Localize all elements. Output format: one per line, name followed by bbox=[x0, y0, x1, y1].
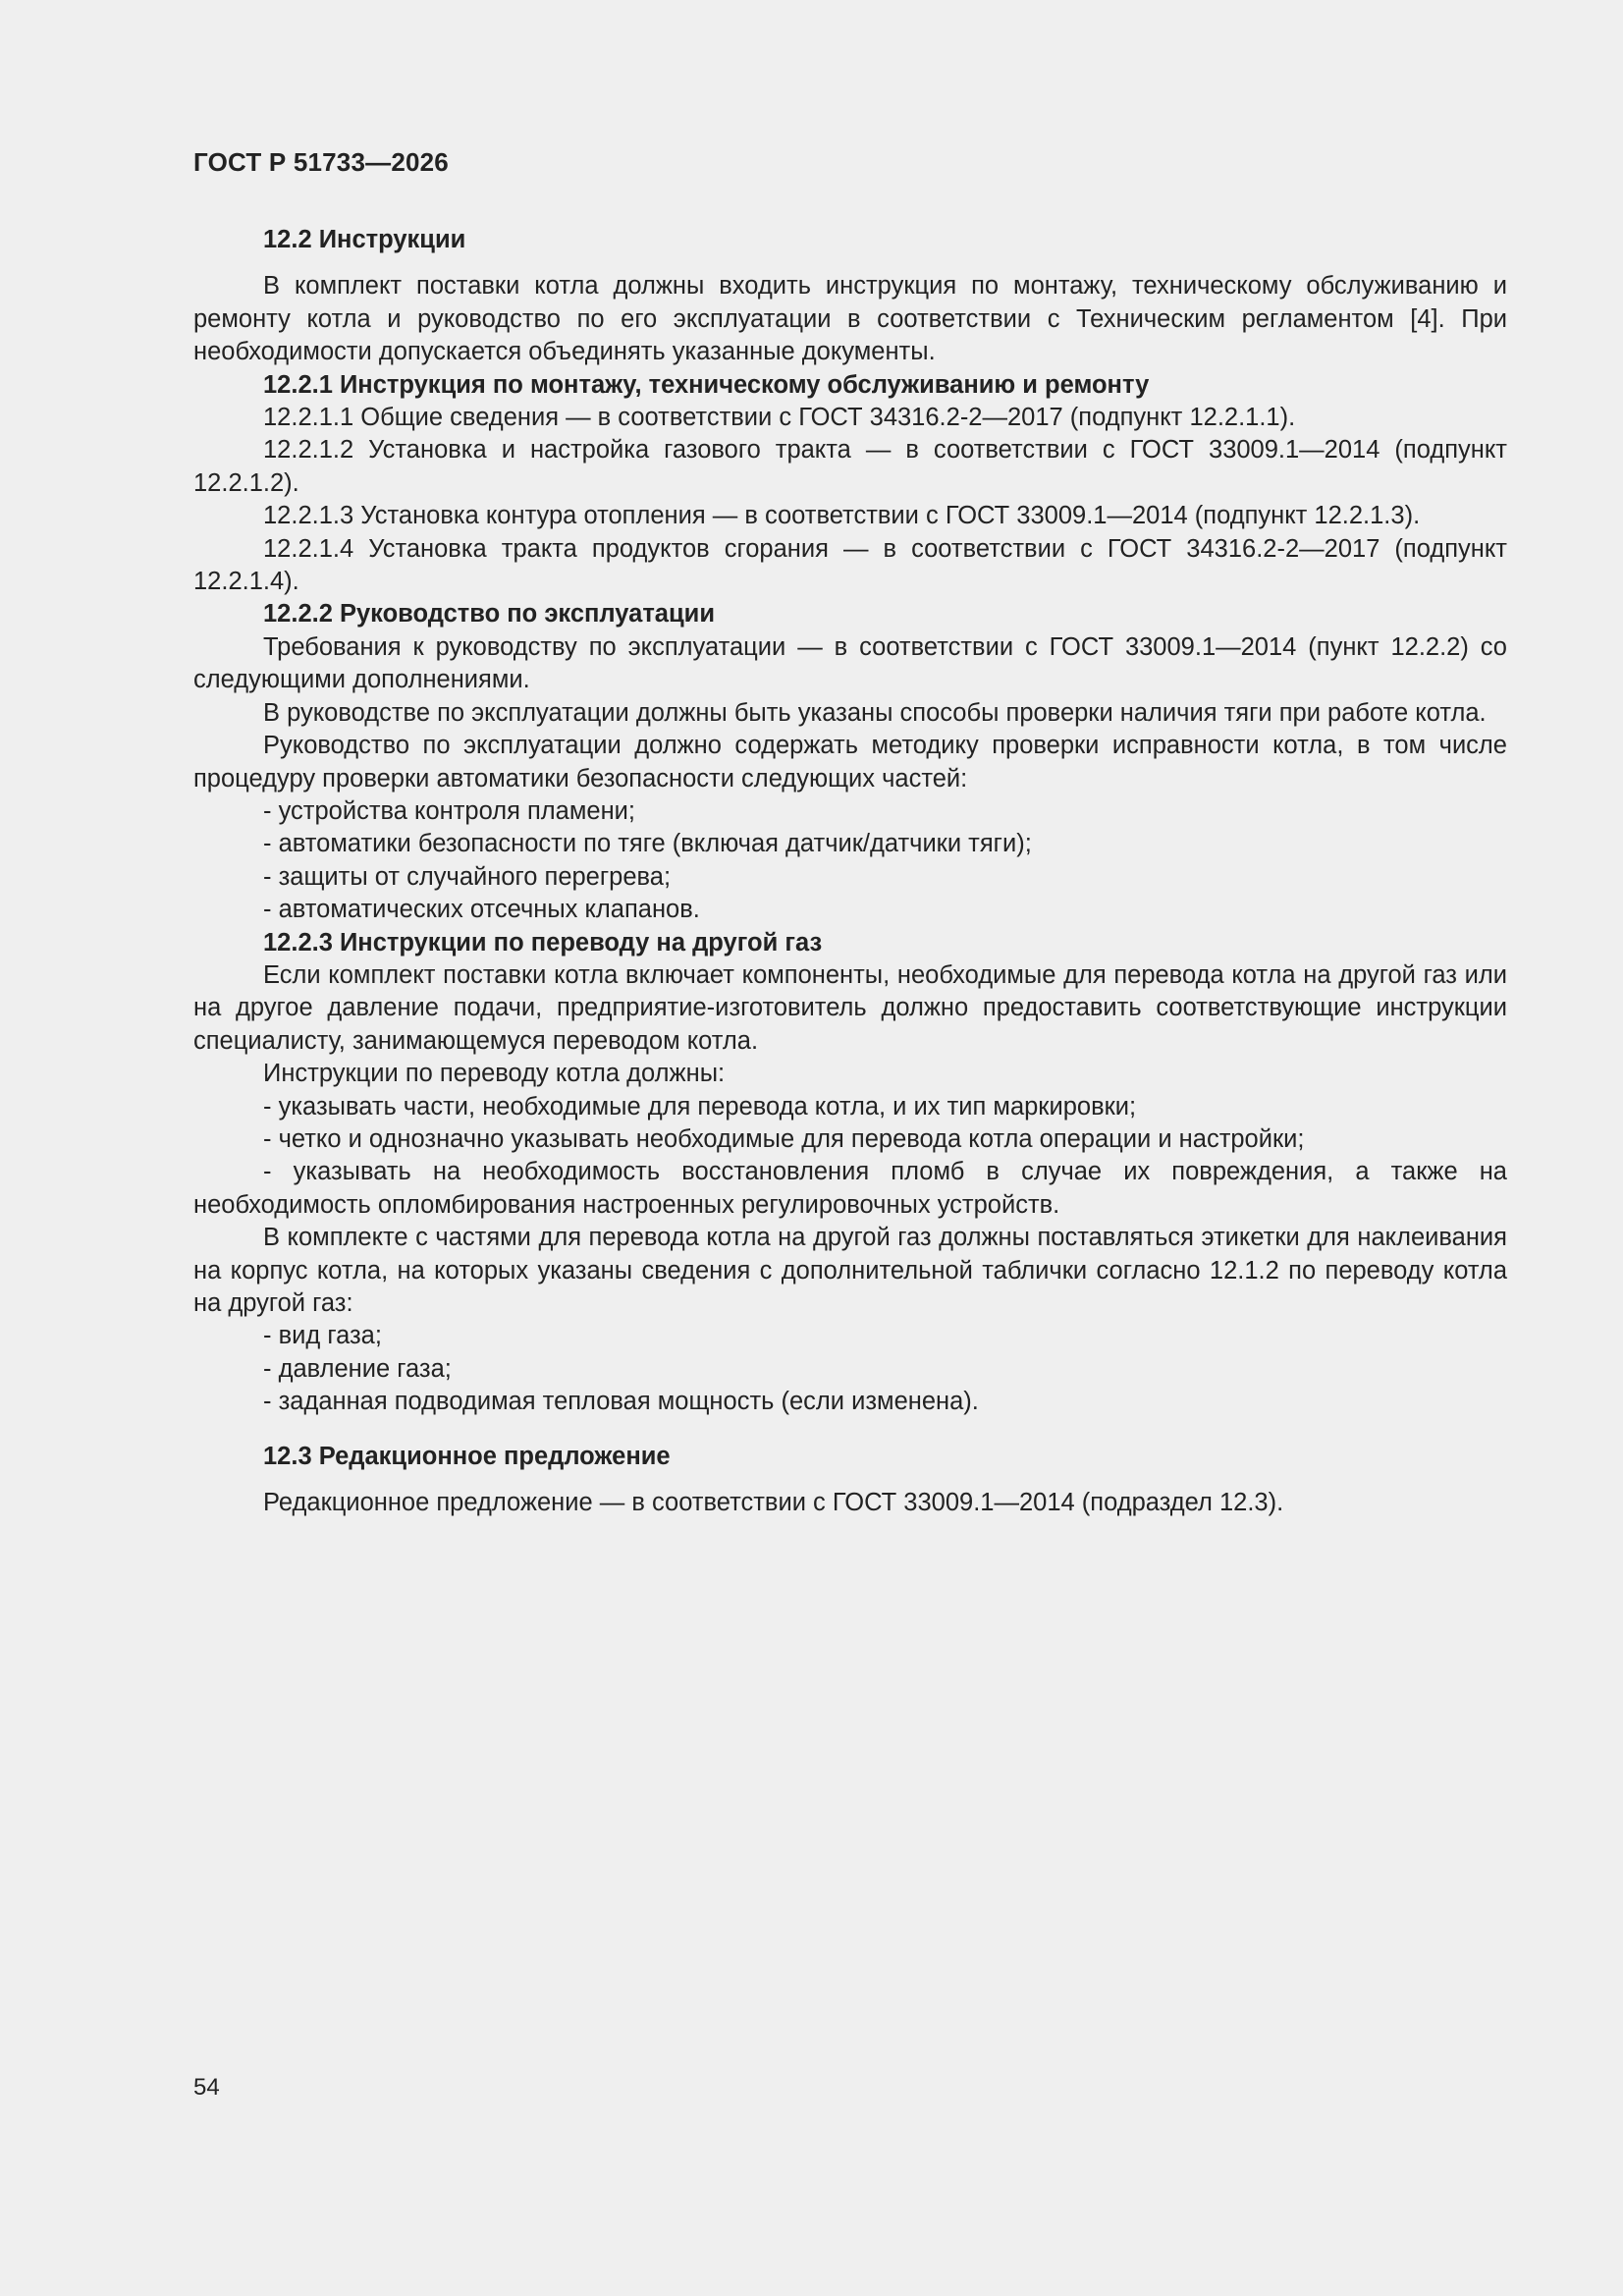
document-header: ГОСТ Р 51733—2026 bbox=[193, 147, 449, 177]
list-item: - вид газа; bbox=[263, 1322, 382, 1350]
paragraph: Инструкции по переводу котла должны: bbox=[263, 1060, 726, 1088]
list-item: - автоматики безопасности по тяге (включая датчик/датчики тяги); bbox=[263, 830, 1032, 858]
paragraph: 12.2.1.3 Установка контура отопления — в соответствии с ГОСТ 33009.1—2014 (подпункт 12.2.1.3). bbox=[263, 502, 1421, 530]
paragraph: 12.2.1.1 Общие сведения — в соответствии с ГОСТ 34316.2-2—2017 (подпункт 12.2.1.1). bbox=[263, 404, 1296, 432]
list-item: - устройства контроля пламени; bbox=[263, 796, 635, 825]
paragraph: В комплекте с частями для перевода котла на другой газ должны поставляться этикетки для наклеивания на корпус котла, на которых указаны сведения с дополнительной таблички согласно 12.1.2 по переводу котла на другой газ: bbox=[193, 1224, 1507, 1317]
paragraph: В комплект поставки котла должны входить инструкция по монтажу, техническому обслуживанию и ремонту котла и руководство по его эксплуатации в соответствии с Техническим регламентом [4]. При необходимости допускается объединять указанные документы. bbox=[193, 272, 1507, 366]
paragraph: В руководстве по эксплуатации должны быть указаны способы проверки наличия тяги при работе котла. bbox=[263, 698, 1487, 727]
list-item: - указывать части, необходимые для перевода котла, и их тип маркировки; bbox=[263, 1092, 1137, 1121]
paragraph: Редакционное предложение — в соответствии с ГОСТ 33009.1—2014 (подраздел 12.3). bbox=[263, 1489, 1284, 1517]
list-item: - заданная подводимая тепловая мощность (если изменена). bbox=[263, 1388, 979, 1416]
subsection-12-2-3-heading: 12.2.3 Инструкции по переводу на другой газ bbox=[263, 928, 823, 957]
section-12-3-heading: 12.3 Редакционное предложение bbox=[263, 1442, 671, 1470]
document-body bbox=[193, 224, 1507, 1519]
page-number: 54 bbox=[193, 2074, 220, 2101]
subsection-12-2-1-heading: 12.2.1 Инструкция по монтажу, техническому обслуживанию и ремонту bbox=[263, 370, 1150, 399]
list-item: - автоматических отсечных клапанов. bbox=[263, 896, 700, 924]
paragraph: Требования к руководству по эксплуатации — в соответствии с ГОСТ 33009.1—2014 (пункт 12.2.2) со следующими дополнениями. bbox=[193, 632, 1507, 694]
list-item: - четко и однозначно указывать необходимые для перевода котла операции и настройки; bbox=[263, 1124, 1305, 1153]
list-item: - указывать на необходимость восстановления пломб в случае их повреждения, а также на необходимость опломбирования настроенных регулировочных устройств. bbox=[193, 1158, 1507, 1219]
paragraph: Руководство по эксплуатации должно содержать методику проверки исправности котла, в том числе процедуру проверки автоматики безопасности следующих частей: bbox=[193, 732, 1507, 793]
paragraph: 12.2.1.2 Установка и настройка газового тракта — в соответствии с ГОСТ 33009.1—2014 (подпункт 12.2.1.2). bbox=[193, 436, 1507, 497]
paragraph: 12.2.1.4 Установка тракта продуктов сгорания — в соответствии с ГОСТ 34316.2-2—2017 (подпункт 12.2.1.4). bbox=[193, 534, 1507, 596]
list-item: - давление газа; bbox=[263, 1354, 452, 1383]
paragraph: Если комплект поставки котла включает компоненты, необходимые для перевода котла на другой газ или на другое давление подачи, предприятие-изготовитель должно предоставить соответствующие инструкции специалисту, занимающемуся переводом котла. bbox=[193, 960, 1507, 1055]
section-12-2-heading: 12.2 Инструкции bbox=[263, 226, 466, 253]
list-item: - защиты от случайного перегрева; bbox=[263, 862, 672, 891]
subsection-12-2-2-heading: 12.2.2 Руководство по эксплуатации bbox=[263, 600, 716, 629]
